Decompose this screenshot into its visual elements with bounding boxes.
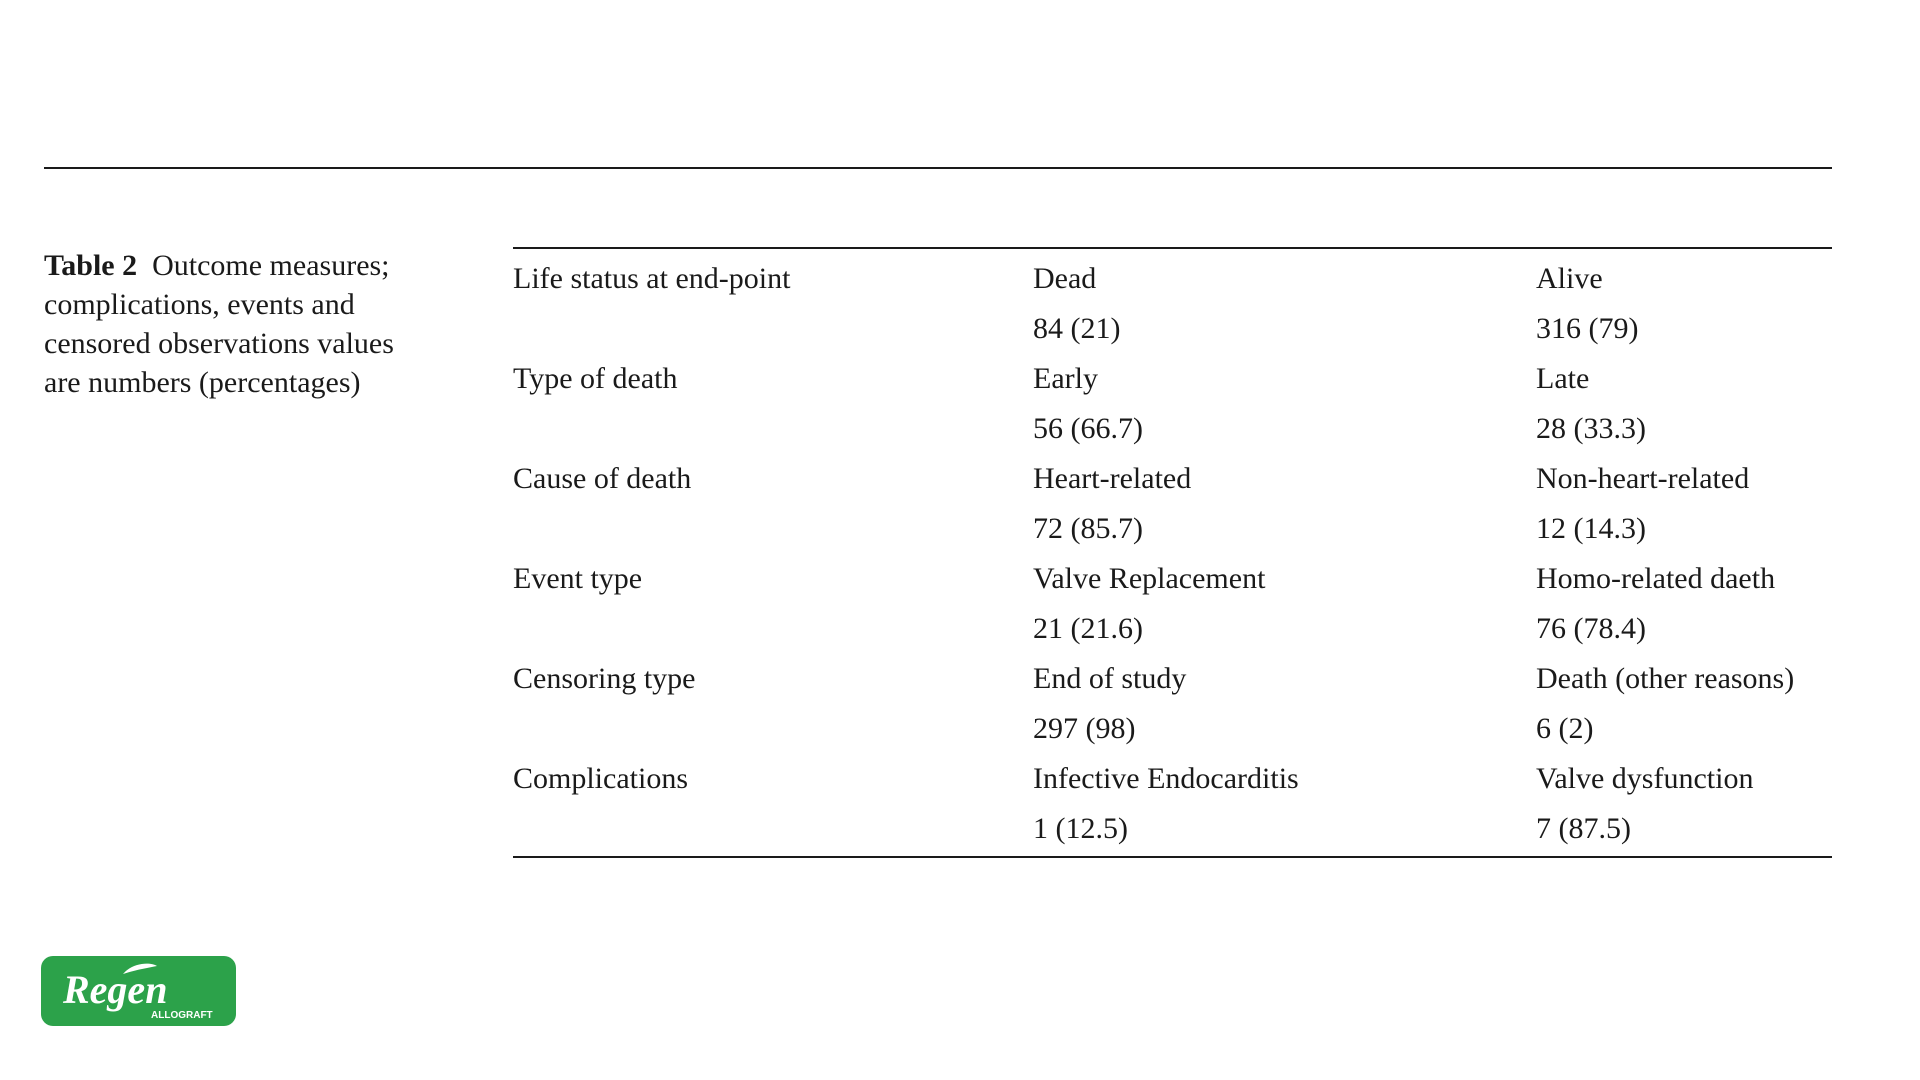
value-b: 6 (2) xyxy=(1536,712,1594,745)
table-row xyxy=(513,354,1832,404)
value-a: 72 (85.7) xyxy=(1033,512,1143,545)
category-a: Early xyxy=(1033,362,1098,395)
table-row xyxy=(513,554,1832,604)
row-label: Life status at end-point xyxy=(513,262,791,295)
table-caption xyxy=(44,246,404,402)
category-b: Non-heart-related xyxy=(1536,462,1750,495)
category-a: End of study xyxy=(1033,662,1187,695)
table-row xyxy=(513,248,1832,304)
regen-allograft-logo xyxy=(41,956,236,1026)
value-b: 76 (78.4) xyxy=(1536,612,1646,645)
table-row xyxy=(513,504,1832,554)
category-a: Infective Endocarditis xyxy=(1033,762,1299,795)
value-b: 7 (87.5) xyxy=(1536,812,1631,845)
table-row xyxy=(513,304,1832,354)
value-a: 1 (12.5) xyxy=(1033,812,1128,845)
table-row xyxy=(513,704,1832,754)
logo-graphic xyxy=(41,956,236,1026)
category-b: Alive xyxy=(1536,262,1603,295)
value-b: 28 (33.3) xyxy=(1536,412,1646,445)
row-label: Event type xyxy=(513,562,643,595)
table-row xyxy=(513,804,1832,857)
value-a: 56 (66.7) xyxy=(1033,412,1143,445)
row-label: Censoring type xyxy=(513,662,696,695)
category-a: Heart-related xyxy=(1033,462,1192,495)
value-b: 316 (79) xyxy=(1536,312,1639,345)
caption-label: Table 2 xyxy=(44,249,138,282)
row-label: Type of death xyxy=(513,362,678,395)
category-b: Late xyxy=(1536,362,1590,395)
category-a: Dead xyxy=(1033,262,1097,295)
caption-text: Outcome measures; complications, events and censored observations values are numbers (percentages) xyxy=(44,249,394,399)
category-b: Valve dysfunction xyxy=(1536,762,1754,795)
logo-wordmark: Regen xyxy=(63,967,168,1012)
outcomes-table-wrapper xyxy=(513,247,1832,858)
value-a: 84 (21) xyxy=(1033,312,1121,345)
category-a: Valve Replacement xyxy=(1033,562,1266,595)
row-label: Complications xyxy=(513,762,688,795)
value-a: 297 (98) xyxy=(1033,712,1136,745)
outcomes-table xyxy=(513,247,1832,858)
logo-subtext: ALLOGRAFT xyxy=(151,1010,213,1021)
value-a: 21 (21.6) xyxy=(1033,612,1143,645)
table-row xyxy=(513,754,1832,804)
top-rule xyxy=(44,167,1832,169)
table-row xyxy=(513,454,1832,504)
category-b: Death (other reasons) xyxy=(1536,662,1795,695)
value-b: 12 (14.3) xyxy=(1536,512,1646,545)
table-row xyxy=(513,654,1832,704)
category-b: Homo-related daeth xyxy=(1536,562,1776,595)
table-row xyxy=(513,404,1832,454)
table-row xyxy=(513,604,1832,654)
row-label: Cause of death xyxy=(513,462,692,495)
